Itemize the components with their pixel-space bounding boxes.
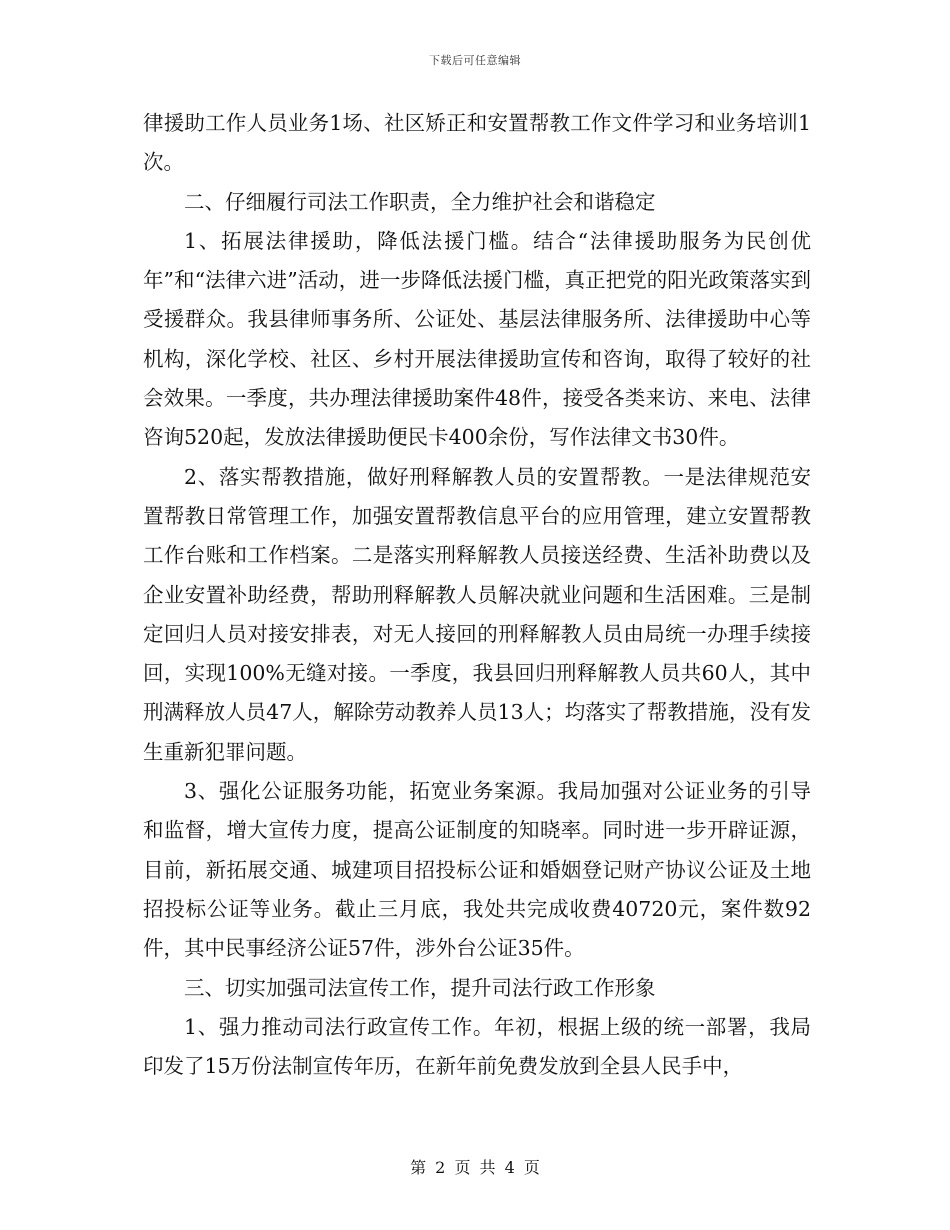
section-heading-3: 三、切实加强司法宣传工作，提升司法行政工作形象 bbox=[184, 975, 656, 1000]
paragraph-continuation: 律援助工作人员业务1场、社区矫正和安置帮教工作文件学习和业务培训1次。 bbox=[143, 111, 811, 175]
section-heading-2: 二、仔细履行司法工作职责，全力维护社会和谐稳定 bbox=[184, 189, 656, 214]
body-text bbox=[143, 104, 811, 1086]
paragraph-resettlement: 2、落实帮教措施，做好刑释解教人员的安置帮教。一是法律规范安置帮教日常管理工作，加强安置帮教信息平台的应用管理，建立安置帮教工作台账和工作档案。二是落实刑释解教人员接送经费、生活补助费以及企业安置补助经费，帮助刑释解教人员解决就业问题和生活困难。三是制定回归人员对接安排表，对无人接回的刑释解教人员由局统一办理手续接回，实现100%无缝对接。一季度，我县回归刑释解教人员共60人，其中刑满释放人员47人，解除劳动教养人员13人；均落实了帮教措施，没有发生重新犯罪问题。 bbox=[143, 464, 811, 764]
page-footer: 第 2 页 共 4 页 bbox=[410, 1158, 540, 1177]
paragraph-legal-aid: 1、拓展法律援助，降低法援门槛。结合“法律援助服务为民创优年”和“法律六进”活动，进一步降低法援门槛，真正把党的阳光政策落实到受援群众。我县律师事务所、公证处、基层法律服务所、法律援助中心等机构，深化学校、社区、乡村开展法律援助宣传和咨询，取得了较好的社会效果。一季度，共办理法律援助案件48件，接受各类来访、来电、法律咨询520起，发放法律援助便民卡400余份，写作法律文书30件。 bbox=[143, 228, 811, 450]
paragraph-notary: 3、强化公证服务功能，拓宽业务案源。我局加强对公证业务的引导和监督，增大宣传力度，提高公证制度的知晓率。同时进一步开辟证源，目前，新拓展交通、城建项目招投标公证和婚姻登记财产协议公证及土地招投标公证等业务。截止三月底，我处共完成收费40720元，案件数92件，其中民事经济公证57件，涉外台公证35件。 bbox=[143, 779, 811, 961]
paragraph-publicity: 1、强力推动司法行政宣传工作。年初，根据上级的统一部署，我局印发了15万份法制宣传年历，在新年前免费发放到全县人民手中， bbox=[143, 1014, 811, 1079]
page-header: 下载后可任意编辑 bbox=[429, 54, 521, 67]
